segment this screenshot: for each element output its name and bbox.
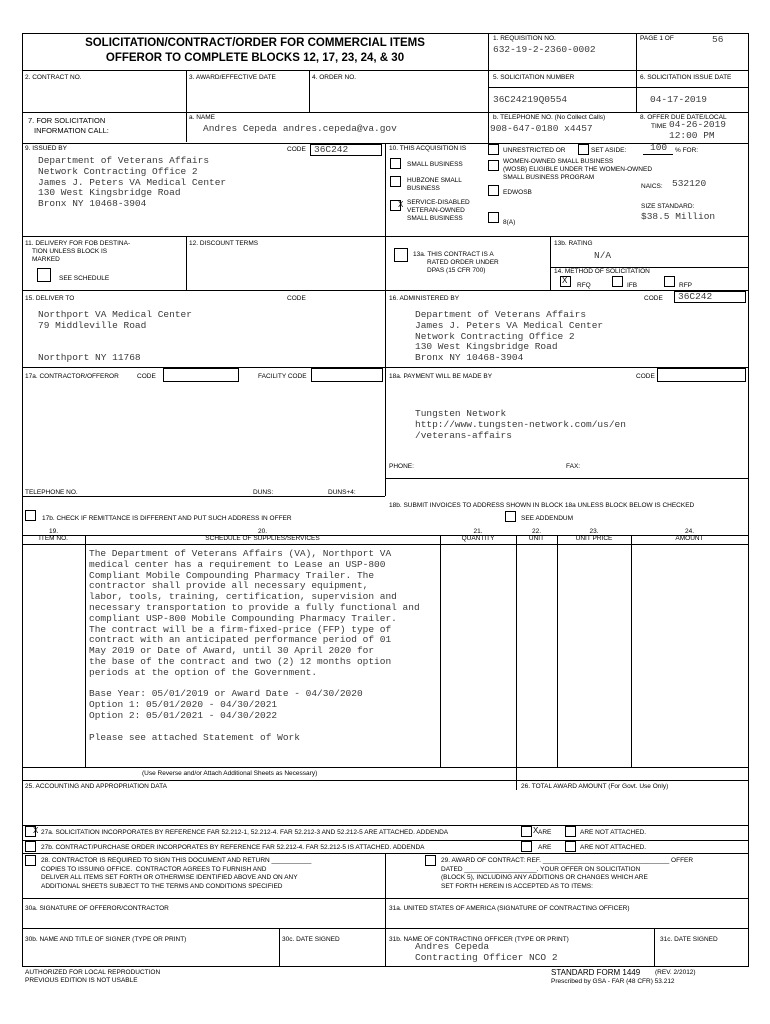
- requisition-value[interactable]: 632-19-2-2360-0002: [493, 44, 596, 55]
- acquisition-label: 10. THIS ACQUISITION IS: [389, 145, 467, 152]
- hubzone-label: [407, 177, 462, 193]
- col21-header: [440, 528, 516, 542]
- administered-by-address[interactable]: Department of Veterans Affairs James J. Peters VA Medical Center Network Contracting Office 2 130 West Kingsbridge Road Bronx NY 10468-3904: [415, 309, 604, 364]
- col20-label: SCHEDULE OF SUPPLIES/SERVICES: [205, 535, 320, 542]
- fax-label: FAX:: [566, 463, 581, 470]
- contract-no-label: 2. CONTRACT NO.: [25, 74, 82, 81]
- issue-date-value[interactable]: 04-17-2019: [650, 94, 708, 105]
- fob-line-2: TION UNLESS BLOCK IS: [32, 248, 108, 255]
- form-revision: (REV. 2/2012): [655, 969, 696, 976]
- 28-text: 28. CONTRACTOR IS REQUIRED TO SIGN THIS DOCUMENT AND RETURN ___________ COPIES TO ISSUING OFFICE. CONTRACTOR AGREES TO FURNISH AND DELIVER ALL ITEMS SET FORTH OR OTHERWISE IDENTIFIED ABOVE AND ON ANY ADDITIONAL SHEETS SUBJECT TO THE TERMS AND CONDITIONS SPECIFIED: [41, 857, 312, 890]
- col21-label: QUANTITY: [461, 535, 495, 542]
- addendum-label: SEE ADDENDUM: [521, 515, 574, 522]
- administered-by-code-label: CODE: [644, 295, 663, 302]
- footer-left-line-1: AUTHORIZED FOR LOCAL REPRODUCTION: [25, 969, 161, 976]
- wosb-checkbox[interactable]: [488, 160, 499, 171]
- 31c-label: 31c. DATE SIGNED: [660, 936, 718, 943]
- sdvosb-line-1: SERVICE-DISABLED: [407, 199, 470, 206]
- 31a-label: 31a. UNITED STATES OF AMERICA (SIGNATURE OF CONTRACTING OFFICER): [389, 905, 630, 912]
- see-schedule-checkbox[interactable]: [37, 268, 51, 282]
- 27b-checkbox[interactable]: [25, 841, 36, 852]
- col24-label: AMOUNT: [675, 535, 704, 542]
- rated-order-line-1: 13a. THIS CONTRACT IS A: [413, 251, 494, 258]
- 27b-not-attached-label: ARE NOT ATTACHED.: [580, 844, 647, 851]
- requisition-label: 1. REQUISITION NO.: [493, 35, 556, 42]
- remit-checkbox[interactable]: [25, 510, 36, 521]
- deliver-to-label: 15. DELIVER TO: [25, 295, 75, 302]
- 27a-not-attached-label: ARE NOT ATTACHED.: [580, 829, 647, 836]
- col23-label: UNIT PRICE: [575, 535, 613, 542]
- set-aside-pct[interactable]: 100: [650, 142, 668, 153]
- facility-code-box[interactable]: [311, 368, 383, 382]
- schedule-note: (Use Reverse and/or Attach Additional Sheets as Necessary): [142, 770, 318, 777]
- ifb-label: IFB: [627, 282, 638, 289]
- rated-order-checkbox[interactable]: [394, 248, 408, 262]
- administered-by-code-value[interactable]: 36C242: [678, 291, 713, 302]
- col20-num: 20.: [257, 528, 268, 535]
- form-title-line-2: OFFEROR TO COMPLETE BLOCKS 12, 17, 23, 24, & 30: [105, 52, 405, 64]
- eight-a-label: 8(A): [503, 219, 516, 226]
- rating-label: 13b. RATING: [554, 240, 593, 247]
- administered-by-label: 16. ADMINISTERED BY: [389, 295, 460, 302]
- size-standard-label: SIZE STANDARD:: [641, 203, 695, 210]
- pct-for-label: % FOR:: [675, 147, 699, 154]
- sdvosb-label: [407, 199, 470, 223]
- 29-text: 29. AWARD OF CONTRACT: REF. ___________________________________ OFFER DATED ____________________. YOUR OFFER ON SOLICITATION (BLOCK 5), INCLUDING ANY ADDITIONS OR CHANGES WHICH ARE SET FORTH HEREIN IS ACCEPTED AS TO ITEMS:: [441, 857, 694, 890]
- form-title-line-1: SOLICITATION/CONTRACT/ORDER FOR COMMERCIAL ITEMS: [85, 37, 425, 49]
- telephone-label: b. TELEPHONE NO. (No Collect Calls): [493, 114, 606, 121]
- rating-value[interactable]: N/A: [594, 250, 612, 261]
- contact-name-value[interactable]: Andres Cepeda andres.cepeda@va.gov: [203, 123, 397, 134]
- payment-label: 18a. PAYMENT WILL BE MADE BY: [389, 373, 493, 380]
- see-schedule-label: SEE SCHEDULE: [59, 275, 110, 282]
- naics-label: NAICS:: [641, 183, 663, 190]
- unrestricted-checkbox[interactable]: [488, 144, 499, 155]
- order-no-label: 4. ORDER NO.: [312, 74, 357, 81]
- wosb-line-1: WOMEN-OWNED SMALL BUSINESS: [503, 158, 614, 165]
- rated-order-label: [413, 251, 499, 275]
- payment-address[interactable]: Tungsten Network http://www.tungsten-network.com/us/en /veterans-affairs: [415, 408, 626, 441]
- set-aside-checkbox[interactable]: [578, 144, 589, 155]
- edwosb-checkbox[interactable]: [488, 185, 499, 196]
- discount-terms-label: 12. DISCOUNT TERMS: [189, 240, 259, 247]
- naics-value[interactable]: 532120: [672, 178, 707, 189]
- telephone-value[interactable]: 908-647-0180 x4457: [490, 123, 593, 134]
- schedule-description[interactable]: The Department of Veterans Affairs (VA), Northport VA medical center has a requirement to Lease an USP-800 Compliant Mobile Compounding Pharmacy Trailer. The contractor shall provide all necessary equipment, labor, tools, training, certification, supervision and necessary transportation to provide a fully functional and compliant USP-800 Mobile Compounding Pharmacy Trailer. The contract will be a firm-fixed-price (FFP) type of contract with an anticipated performance period of 01 May 2019 or Date of Award, until 30 April 2020 for the base of the contract and two (2) 12 months option periods at the option of the Government. Base Year: 05/01/2019 or Award Date - 04/30/2020 Option 1: 05/01/2020 - 04/30/2021 Option 2: 05/01/2021 - 04/30/2022 Please see attached Statement of Work: [89, 548, 420, 743]
- time-label: TIME: [651, 123, 667, 130]
- page-total: 56: [712, 34, 724, 45]
- col24-num: 24.: [684, 528, 695, 535]
- 27a-label: 27a. SOLICITATION INCORPORATES BY REFERENCE FAR 52.212-1, 52.212-4. FAR 52.212-3 AND 52.212-5 ARE ATTACHED. ADDENDA: [41, 829, 449, 836]
- 28-checkbox[interactable]: [25, 855, 36, 866]
- contractor-code-box[interactable]: [163, 368, 239, 382]
- name-label: a. NAME: [189, 114, 216, 121]
- sdvosb-line-2: VETERAN-OWNED: [407, 207, 465, 214]
- rated-order-line-2: RATED ORDER UNDER: [427, 259, 499, 266]
- col24-header: [631, 528, 748, 542]
- col20-header: [85, 528, 440, 542]
- small-business-label: SMALL BUSINESS: [407, 161, 463, 168]
- 27a-are-checkbox[interactable]: [521, 826, 532, 837]
- total-award-label: 26. TOTAL AWARD AMOUNT (For Govt. Use Only): [521, 783, 669, 790]
- 31b-label: 31b. NAME OF CONTRACTING OFFICER (TYPE OR PRINT): [389, 936, 569, 943]
- small-business-checkbox[interactable]: [390, 158, 401, 169]
- 27b-label: 27b. CONTRACT/PURCHASE ORDER INCORPORATES BY REFERENCE FAR 52.212-4. FAR 52.212-5 IS ATTACHED. ADDENDA: [41, 844, 425, 851]
- wosb-line-3: SMALL BUSINESS PROGRAM: [503, 174, 595, 181]
- method-label: 14. METHOD OF SOLICITATION: [554, 268, 650, 275]
- contractor-code-label: CODE: [137, 373, 156, 380]
- page-label: PAGE 1 OF: [640, 35, 674, 42]
- issued-by-code-value[interactable]: 36C242: [314, 144, 349, 155]
- rfq-check-mark: X: [562, 276, 568, 285]
- issued-by-address[interactable]: Department of Veterans Affairs Network Contracting Office 2 James J. Peters VA Medical Center 130 West Kingsbridge Road Bronx NY 10468-3904: [38, 155, 227, 210]
- eight-a-checkbox[interactable]: [488, 212, 499, 223]
- officer-name[interactable]: Andres Cepeda: [415, 941, 490, 952]
- col22-label: UNIT: [528, 535, 545, 542]
- sdvosb-check-mark: X: [398, 200, 404, 209]
- duns-label: DUNS:: [253, 489, 274, 496]
- fob-line-3: MARKED: [32, 256, 60, 263]
- info-call-line-2: INFORMATION CALL:: [34, 126, 109, 135]
- offer-due-time[interactable]: 12:00 PM: [669, 130, 715, 141]
- hubzone-checkbox[interactable]: [390, 176, 401, 187]
- hubzone-line-2: BUSINESS: [407, 185, 440, 192]
- form-number: STANDARD FORM 1449: [551, 968, 641, 977]
- accounting-label: 25. ACCOUNTING AND APPROPRIATION DATA: [25, 783, 167, 790]
- payment-code-label: CODE: [636, 373, 655, 380]
- form-prescribed: Prescribed by GSA - FAR (48 CFR) 53.212: [551, 978, 675, 985]
- col19-header: [22, 528, 85, 542]
- 27a-are-check-mark: X: [533, 826, 539, 835]
- info-call-line-1: 7. FOR SOLICITATION: [28, 116, 106, 125]
- solicitation-number-value[interactable]: 36C24219Q0554: [493, 94, 568, 105]
- offer-due-label: 8. OFFER DUE DATE/LOCAL: [640, 114, 727, 121]
- wosb-line-2: (WOSB) ELIGIBLE UNDER THE WOMEN-OWNED: [503, 166, 653, 173]
- wosb-label: [503, 158, 652, 182]
- offer-due-date[interactable]: 04-26-2019: [669, 119, 727, 130]
- 30b-label: 30b. NAME AND TITLE OF SIGNER (TYPE OR PRINT): [25, 936, 187, 943]
- col23-header: [557, 528, 631, 542]
- phone-label: PHONE:: [389, 463, 414, 470]
- size-standard-value[interactable]: $38.5 Million: [641, 211, 716, 222]
- award-date-label: 3. AWARD/EFFECTIVE DATE: [189, 74, 276, 81]
- fob-label: [25, 240, 130, 264]
- telephone-no-label: TELEPHONE NO.: [25, 489, 78, 496]
- 27b-are-checkbox[interactable]: [521, 841, 532, 852]
- edwosb-label: EDWOSB: [503, 189, 532, 196]
- 27a-check-mark: X: [33, 826, 39, 835]
- 29-checkbox[interactable]: [425, 855, 436, 866]
- 30a-label: 30a. SIGNATURE OF OFFEROR/CONTRACTOR: [25, 905, 169, 912]
- col22-header: [516, 528, 557, 542]
- col22-num: 22.: [531, 528, 542, 535]
- 27b-are-label: ARE: [538, 844, 552, 851]
- footer-left-line-2: PREVIOUS EDITION IS NOT USABLE: [25, 977, 138, 984]
- 27a-are-label: ARE: [538, 829, 552, 836]
- sdvosb-line-3: SMALL BUSINESS: [407, 215, 463, 222]
- col21-num: 21.: [473, 528, 483, 535]
- facility-code-label: FACILITY CODE: [258, 373, 307, 380]
- footer-left: [25, 969, 160, 985]
- rfp-label: RFP: [679, 282, 692, 289]
- solicitation-number-label: 5. SOLICITATION NUMBER: [493, 74, 575, 81]
- deliver-to-code-label: CODE: [287, 295, 306, 302]
- form-title: [22, 36, 488, 66]
- contractor-label: 17a. CONTRACTOR/OFFEROR: [25, 373, 119, 380]
- rated-order-line-3: DPAS (15 CFR 700): [427, 267, 486, 274]
- invoice-label: 18b. SUBMIT INVOICES TO ADDRESS SHOWN IN BLOCK 18a UNLESS BLOCK BELOW IS CHECKED: [389, 502, 695, 509]
- deliver-to-address[interactable]: Northport VA Medical Center 79 Middleville Road Northport NY 11768: [38, 309, 192, 364]
- issued-by-label: 9. ISSUED BY: [25, 145, 67, 152]
- officer-title[interactable]: Contracting Officer NCO 2: [415, 952, 558, 963]
- remit-label: 17b. CHECK IF REMITTANCE IS DIFFERENT AND PUT SUCH ADDRESS IN OFFER: [42, 515, 292, 522]
- issue-date-label: 6. SOLICITATION ISSUE DATE: [640, 74, 732, 81]
- 27b-not-attached-checkbox[interactable]: [565, 841, 576, 852]
- hubzone-line-1: HUBZONE SMALL: [407, 177, 462, 184]
- payment-code-box[interactable]: [657, 368, 746, 382]
- 27a-not-attached-checkbox[interactable]: [565, 826, 576, 837]
- set-aside-label: SET ASIDE:: [591, 147, 627, 154]
- info-call-label: [28, 116, 109, 136]
- ifb-checkbox[interactable]: [612, 276, 623, 287]
- rfp-checkbox[interactable]: [664, 276, 675, 287]
- unrestricted-label: UNRESTRICTED OR: [503, 147, 566, 154]
- duns4-label: DUNS+4:: [328, 489, 356, 496]
- fob-line-1: 11. DELIVERY FOR FOB DESTINA-: [25, 240, 131, 247]
- 30c-label: 30c. DATE SIGNED: [282, 936, 340, 943]
- addendum-checkbox[interactable]: [505, 511, 516, 522]
- issued-by-code-label: CODE: [287, 146, 306, 153]
- col19-num: 19.: [48, 528, 59, 535]
- col19-label: ITEM NO.: [39, 535, 68, 542]
- rfq-label: RFQ: [577, 282, 591, 289]
- col23-num: 23.: [589, 528, 599, 535]
